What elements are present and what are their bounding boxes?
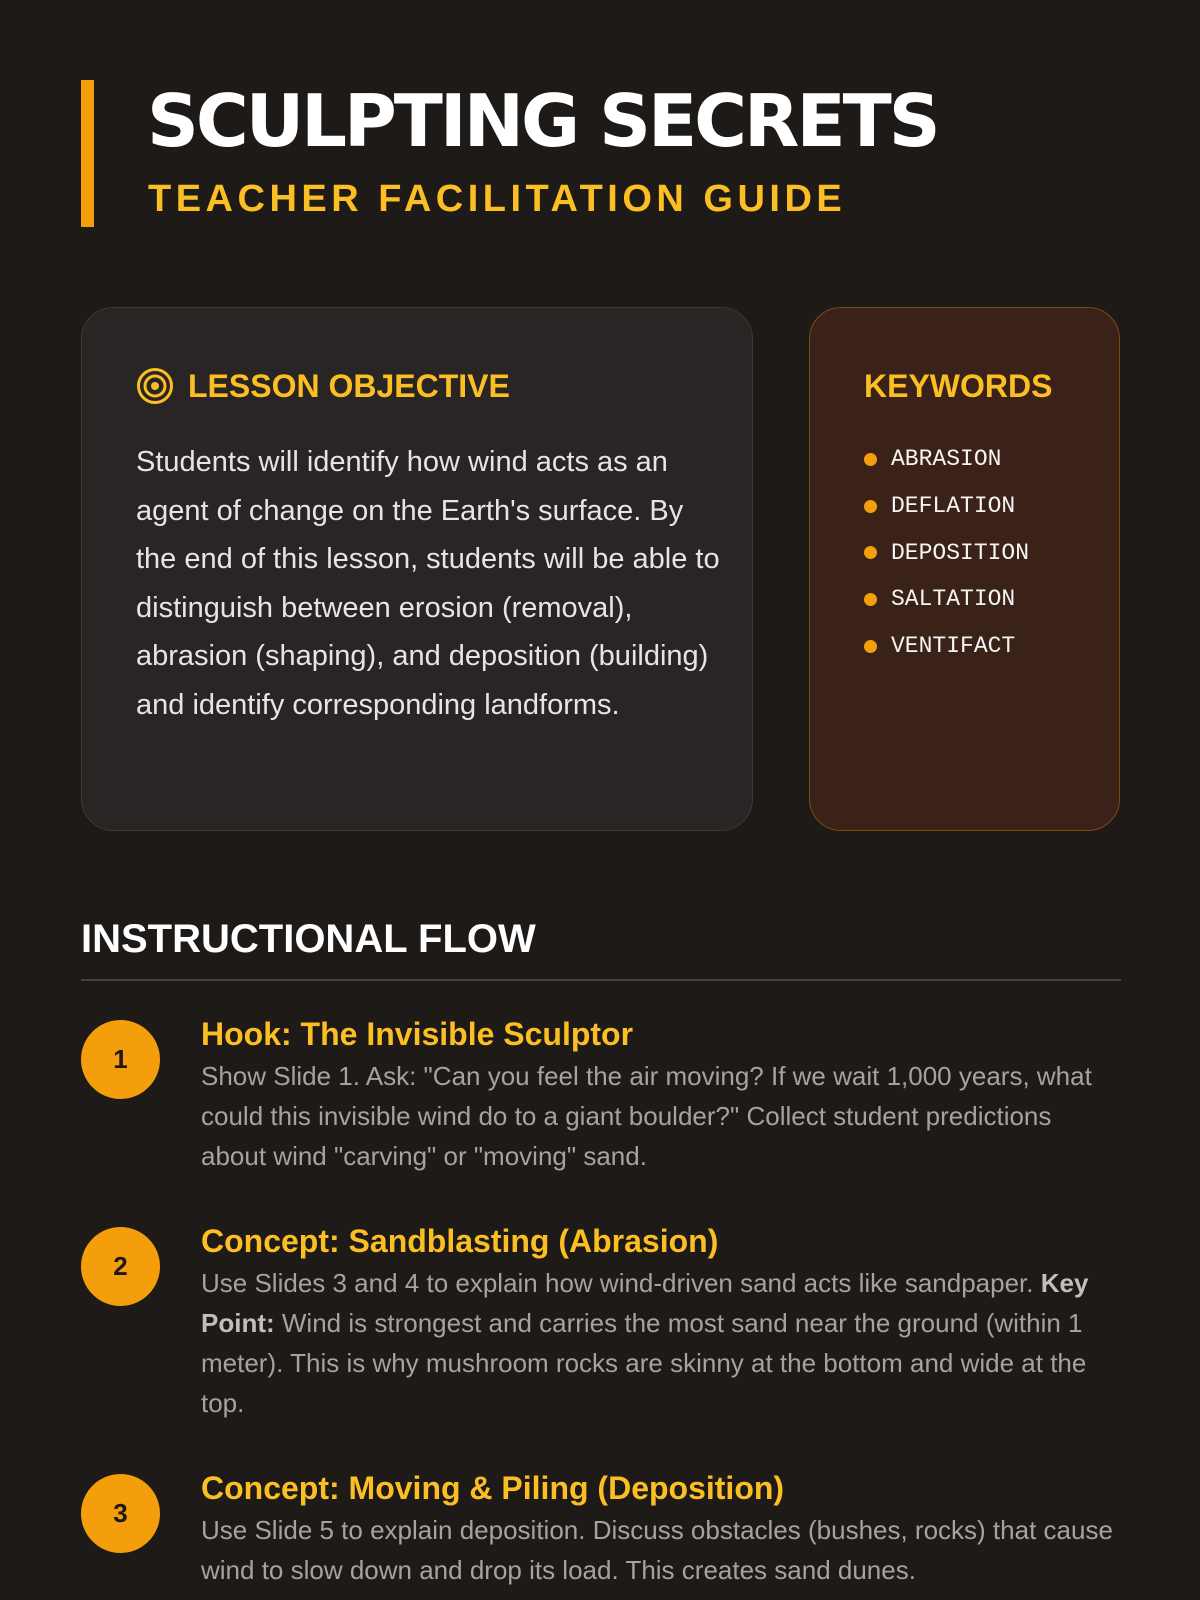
step-description-intro: Use Slides 3 and 4 to explain how wind-driven sand acts like sandpaper. bbox=[201, 1268, 1034, 1298]
bullet-dot-icon bbox=[864, 593, 877, 606]
page-header bbox=[81, 80, 1121, 227]
lesson-objective-card bbox=[81, 307, 753, 831]
step-description: Show Slide 1. Ask: "Can you feel the air moving? If we wait 1,000 years, what could this invisible wind do to a giant boulder?" Collect student predictions about wind "carving" or "moving" sand. bbox=[201, 1061, 1092, 1171]
keyword-label: DEPOSITION bbox=[891, 539, 1030, 566]
step-content bbox=[201, 1014, 1123, 1176]
keyword-item bbox=[864, 436, 1029, 483]
keyword-item bbox=[864, 483, 1029, 530]
bullet-dot-icon bbox=[864, 640, 877, 653]
step-title: Hook: The Invisible Sculptor bbox=[201, 1016, 634, 1052]
keyword-label: SALTATION bbox=[891, 586, 1016, 613]
bullet-dot-icon bbox=[864, 453, 877, 466]
step-number-badge: 1 bbox=[81, 1020, 160, 1099]
step-number-badge: 3 bbox=[81, 1474, 160, 1553]
keyword-item bbox=[864, 576, 1029, 623]
bullet-dot-icon bbox=[864, 546, 877, 559]
keyword-label: VENTIFACT bbox=[891, 633, 1016, 660]
step-content bbox=[201, 1468, 1123, 1590]
section-divider bbox=[81, 979, 1121, 981]
lesson-objective-title: LESSON OBJECTIVE bbox=[188, 367, 510, 404]
step-content bbox=[201, 1221, 1123, 1423]
step-title: Concept: Sandblasting (Abrasion) bbox=[201, 1223, 719, 1259]
page-title: SCULPTING SECRETS bbox=[147, 79, 938, 163]
target-icon bbox=[136, 367, 174, 405]
step-title: Concept: Moving & Piling (Deposition) bbox=[201, 1470, 785, 1506]
keyword-label: ABRASION bbox=[891, 446, 1002, 473]
keyword-item bbox=[864, 529, 1029, 576]
keyword-item bbox=[864, 623, 1029, 670]
keywords-card bbox=[809, 307, 1120, 831]
instructional-flow-title: INSTRUCTIONAL FLOW bbox=[81, 917, 536, 961]
step-description-detail: Wind is strongest and carries the most sand near the ground (within 1 meter). This is why mushroom rocks are skinny at the bottom and wide at the top. bbox=[201, 1308, 1087, 1418]
header-accent-bar bbox=[81, 80, 94, 227]
key-point-label: Key Point: bbox=[201, 1268, 1089, 1338]
lesson-objective-header bbox=[136, 366, 510, 406]
keyword-list bbox=[864, 436, 1029, 669]
lesson-objective-text: Students will identify how wind acts as an agent of change on the Earth's surface. By the end of this lesson, students will be able to distinguish between erosion (removal), abrasion (shaping), and deposition (building) and identify corresponding landforms. bbox=[136, 446, 720, 721]
keyword-label: DEFLATION bbox=[891, 493, 1016, 520]
step-number-badge: 2 bbox=[81, 1227, 160, 1306]
step-description: Use Slide 5 to explain deposition. Discuss obstacles (bushes, rocks) that cause wind to slow down and drop its load. This creates sand dunes. bbox=[201, 1515, 1113, 1585]
bullet-dot-icon bbox=[864, 500, 877, 513]
keywords-title: KEYWORDS bbox=[864, 368, 1053, 404]
step-description bbox=[201, 1263, 1123, 1423]
page-subtitle: TEACHER FACILITATION GUIDE bbox=[148, 178, 847, 220]
